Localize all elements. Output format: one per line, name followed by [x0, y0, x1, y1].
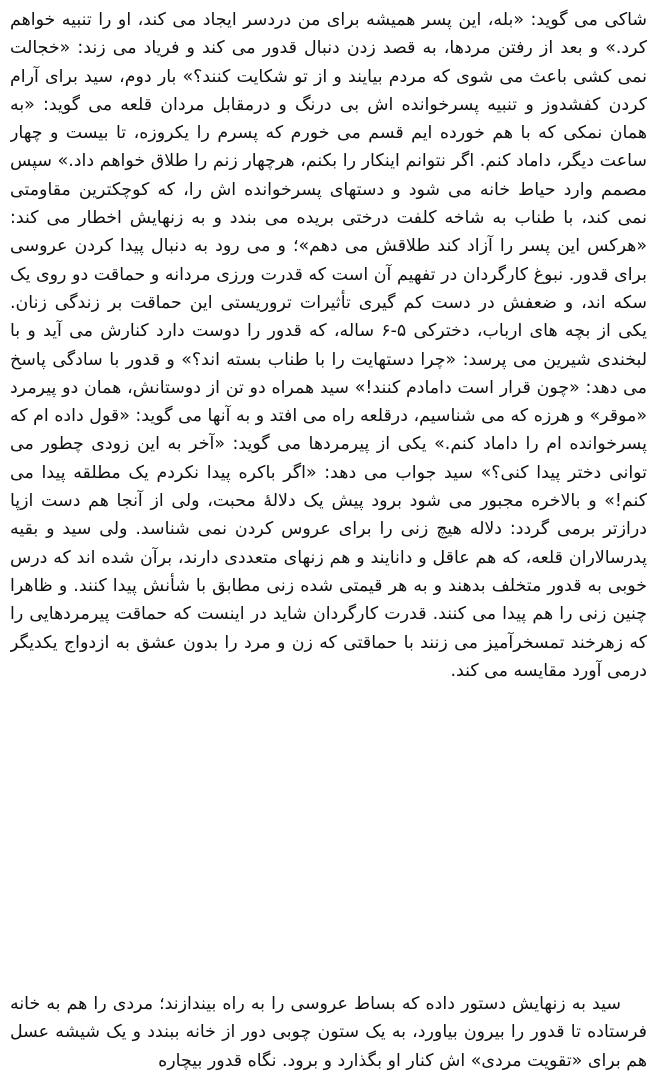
paragraph-2: سید به زنهایش دستور داده که بساط عروسی را به راه بیندازند؛ مردی را هم به خانه فرستاده تا قدور را بیرون بیاورد، به یک ستون چوبی دور از خانه ببندد و یک شیشه عسل هم برای «تقویت مردی» اش کنار او بگذارد و برود. نگاه قدور بیچاره [10, 994, 647, 1071]
paragraph-1: شاکی می گوید: «بله، این پسر همیشه برای من دردسر ایجاد می کند، او را تنبیه خواهم کرد.» و بعد از رفتن مردها، به قصد زدن دنبال قدور می کند و فریاد می زند: «خجالت نمی کشی باعث می شوی که مردم بیایند و از تو شکایت کنند؟» بار دوم، سید برای آرام کردن کفشدوز و تنبیه پسرخوانده اش بی درنگ و درمقابل مردان قلعه می گوید: «به همان نمکی که با هم خورده ایم قسم می خورم که پسرم را یکروزه، تا بیست و چهار ساعت دیگر، داماد کنم. اگر نتوانم اینکار را بکنم، هرچهار زنم را طلاق خواهم داد.» سپس مصمم وارد حیاط خانه می شود و دستهای پسرخوانده اش را، که کوچکترین مقاومتی نمی کند، با طناب به شاخه کلفت درختی بریده می بندد و به زنهایش اخطار می کند: «هرکس این پسر را آزاد کند طلاقش می دهم»؛ و می رود به دنبال پیدا کردن عروسی برای قدور. نبوغ کارگردان در تفهیم آن است که قدرت ورزی مردانه و حماقت دو روی یک سکه اند، و ضعفش در دست کم گیری تأثیرات تروریستی این حماقت بر زندگی زنان. یکی از بچه های ارباب، دخترکی ۵-۶ ساله، که قدور را دوست دارد کنارش می آید و با لبخندی شیرین می پرسد: «چرا دستهایت را با طناب بسته اند؟» و قدور با سادگی پاسخ می دهد: «چون قرار است دامادم کنند!» سید همراه دو تن از دوستانش، همان دو پیرمرد «موقر» و هرزه که می شناسیم، درقلعه راه می افتد و به آنها می گوید: «قول داده ام که پسرخوانده ام را داماد کنم.» یکی از پیرمردها می گوید: «آخر به این زودی چطور می توانی دختر پیدا کنی؟» سید جواب می دهد: «اگر باکره پیدا نکردم یک مطلقه پیدا می کنم!» و بالاخره مجبور می شود برود پیش یک دلالهٔ محبت، ولی از آنجا هم دست ازپا درازتر برمی گردد: دلاله هیچ زنی را برای عروس کردن نمی شناسد. ولی سید و بقیه پدرسالاران قلعه، که هم عاقل و دانایند و هم زنهای متعددی دارند، برآن شده اند که درس خوبی به قدور متخلف بدهند و به هر قیمتی شده زنی مطابق با شأنش پیدا کنند. و ظاهرا چنین زنی را هم پیدا می کنند. قدرت کارگردان شاید در اینست که حماقت پیرمردهایی را که زهرخند تمسخرآمیز می زنند با حماقتی که زن و مرد را بدون عشق به ازدواج یکدیگر درمی آورد مقایسه می کند. [10, 10, 647, 681]
